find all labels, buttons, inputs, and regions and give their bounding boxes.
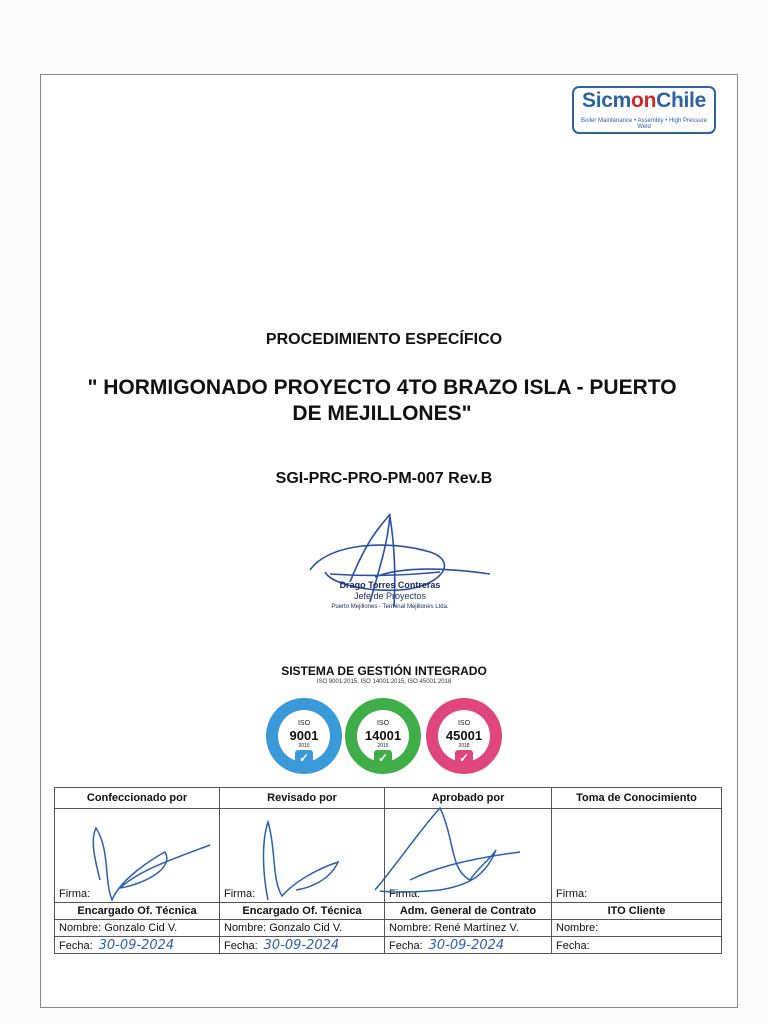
date-cell: Fecha: 30-09-2024 bbox=[55, 937, 220, 954]
signature-cell bbox=[220, 809, 385, 903]
role-cell: Encargado Of. Técnica bbox=[220, 903, 385, 920]
role-cell: Encargado Of. Técnica bbox=[55, 903, 220, 920]
name-cell: Nombre: Gonzalo Cid V. bbox=[220, 920, 385, 937]
header-acknowledgement: Toma de Conocimiento bbox=[552, 788, 722, 809]
date-row bbox=[55, 937, 722, 954]
document-code: SGI-PRC-PRO-PM-007 Rev.B bbox=[275, 470, 493, 487]
name-cell: Nombre: bbox=[552, 920, 722, 937]
checkmark-icon: ✓ bbox=[374, 750, 392, 766]
document-title: " HORMIGONADO PROYECTO 4TO BRAZO ISLA - PUERTO DE MEJILLONES" bbox=[87, 376, 677, 425]
date-cell: Fecha: 30-09-2024 bbox=[385, 937, 552, 954]
date-cell: Fecha: 30-09-2024 bbox=[220, 937, 385, 954]
stamp-role: Jefe de Proyectos bbox=[353, 591, 427, 601]
logo-wordmark: SicmonChile bbox=[582, 89, 706, 112]
company-logo bbox=[572, 86, 716, 134]
role-cell: ITO Cliente bbox=[552, 903, 722, 920]
signature-cell bbox=[552, 809, 722, 903]
approval-header-row bbox=[55, 788, 722, 809]
sgi-standards: ISO 9001:2015, ISO 14001:2015, ISO 45001:2018 bbox=[316, 679, 452, 685]
stamp-company: Puerto Mejillones - Terminal Mejillones Ltda. bbox=[331, 604, 449, 610]
signature-row bbox=[55, 809, 722, 903]
name-row bbox=[55, 920, 722, 937]
header-reviewed-by: Revisado por bbox=[220, 788, 385, 809]
signature-stamp bbox=[300, 580, 480, 613]
iso-45001-badge: ISO 45001 2018 ✓ bbox=[426, 698, 502, 774]
name-cell: Nombre: René Martínez V. bbox=[385, 920, 552, 937]
approval-table bbox=[54, 787, 722, 954]
signature-cell bbox=[385, 809, 552, 903]
sgi-title: SISTEMA DE GESTIÓN INTEGRADO bbox=[281, 664, 487, 678]
handwritten-date: 30-09-2024 bbox=[428, 937, 505, 953]
iso-14001-badge: ISO 14001 2015 ✓ bbox=[345, 698, 421, 774]
iso-9001-badge: ISO 9001 2015 ✓ bbox=[266, 698, 342, 774]
name-cell: Nombre: Gonzalo Cid V. bbox=[55, 920, 220, 937]
firma-label: Firma: bbox=[389, 888, 421, 900]
firma-label: Firma: bbox=[556, 888, 588, 900]
date-cell: Fecha: bbox=[552, 937, 722, 954]
header-prepared-by: Confeccionado por bbox=[55, 788, 220, 809]
stamp-name: Drago Torres Contreras bbox=[339, 580, 441, 590]
role-row bbox=[55, 903, 722, 920]
handwritten-date: 30-09-2024 bbox=[98, 937, 175, 953]
role-cell: Adm. General de Contrato bbox=[385, 903, 552, 920]
firma-label: Firma: bbox=[224, 888, 256, 900]
signature-cell bbox=[55, 809, 220, 903]
firma-label: Firma: bbox=[59, 888, 91, 900]
checkmark-icon: ✓ bbox=[295, 750, 313, 766]
logo-tagline: Boiler Maintenance • Assembly • High Pressure Weld bbox=[581, 118, 707, 130]
header-approved-by: Aprobado por bbox=[385, 788, 552, 809]
checkmark-icon: ✓ bbox=[455, 750, 473, 766]
document-type: PROCEDIMIENTO ESPECÍFICO bbox=[265, 331, 503, 348]
handwritten-date: 30-09-2024 bbox=[263, 937, 340, 953]
